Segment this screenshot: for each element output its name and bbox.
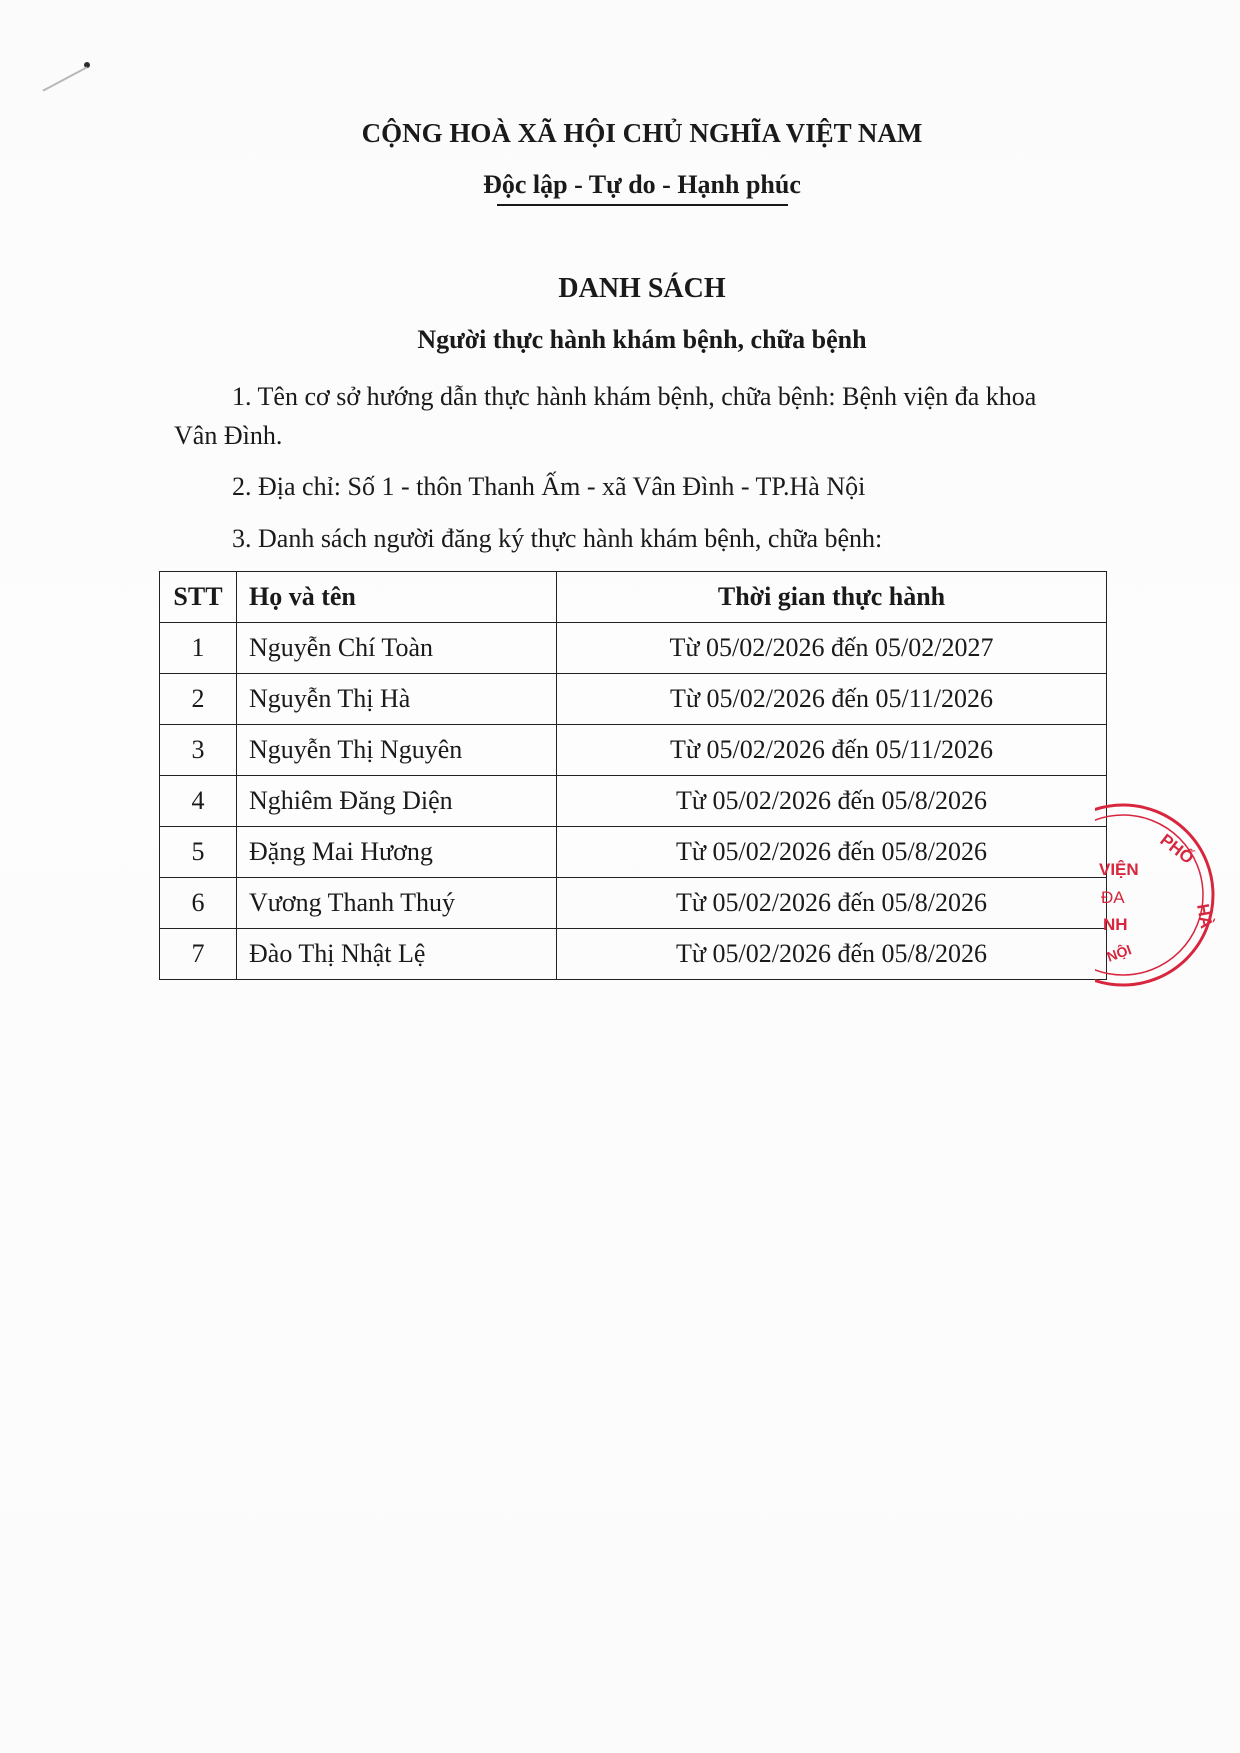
row-period: Từ 05/02/2026 đến 05/02/2027 [557,623,1107,674]
row-period: Từ 05/02/2026 đến 05/8/2026 [557,776,1107,827]
seal-text-fragment: HÀ [1193,902,1217,930]
seal-text-fragment: NỘI [1104,941,1134,965]
table-row [160,725,1107,776]
practitioner-table [159,571,1107,980]
seal-text-fragment: NH [1103,915,1128,934]
row-stt: 6 [160,878,237,929]
row-name: Nghiêm Đăng Diện [237,776,557,827]
table-row [160,776,1107,827]
seal-text-fragment: VIỆN [1099,860,1139,879]
row-period: Từ 05/02/2026 đến 05/8/2026 [557,878,1107,929]
motto: Độc lập - Tự do - Hạnh phúc [483,170,801,199]
table-row [160,878,1107,929]
table-row [160,674,1107,725]
scan-smudge [42,66,87,91]
document-subtitle: Người thực hành khám bệnh, chữa bệnh [417,325,867,354]
row-stt: 3 [160,725,237,776]
row-stt: 2 [160,674,237,725]
row-stt: 7 [160,929,237,980]
national-title: CỘNG HOÀ XÃ HỘI CHỦ NGHĨA VIỆT NAM [361,118,923,148]
seal-text-fragment: PHỐ [1156,830,1198,868]
row-stt: 1 [160,623,237,674]
table-row [160,929,1107,980]
row-name: Nguyễn Thị Nguyên [237,725,557,776]
row-period: Từ 05/02/2026 đến 05/11/2026 [557,725,1107,776]
document-title: DANH SÁCH [558,273,726,304]
row-name: Nguyễn Thị Hà [237,674,557,725]
facility-name-line: 1. Tên cơ sở hướng dẫn thực hành khám bệnh, chữa bệnh: Bệnh viện đa khoa Vân Đình. [174,382,1037,450]
table-header-row [160,572,1107,623]
address-line: 2. Địa chỉ: Số 1 - thôn Thanh Ấm - xã Vân Đình - TP.Hà Nội [232,472,866,501]
table-row [160,623,1107,674]
table-row [160,827,1107,878]
column-header-name: Họ và tên [237,572,557,623]
row-name: Đặng Mai Hương [237,827,557,878]
row-period: Từ 05/02/2026 đến 05/11/2026 [557,674,1107,725]
row-stt: 5 [160,827,237,878]
column-header-period: Thời gian thực hành [557,572,1107,623]
official-seal-stamp [1095,800,1235,990]
list-intro-line: 3. Danh sách người đăng ký thực hành khám bệnh, chữa bệnh: [232,524,883,553]
row-name: Vương Thanh Thuý [237,878,557,929]
seal-graphic [1095,800,1235,990]
row-period: Từ 05/02/2026 đến 05/8/2026 [557,929,1107,980]
row-name: Đào Thị Nhật Lệ [237,929,557,980]
motto-underline [497,204,788,206]
seal-text-fragment: ĐA [1101,888,1125,907]
column-header-stt: STT [160,572,237,623]
row-name: Nguyễn Chí Toàn [237,623,557,674]
row-stt: 4 [160,776,237,827]
row-period: Từ 05/02/2026 đến 05/8/2026 [557,827,1107,878]
